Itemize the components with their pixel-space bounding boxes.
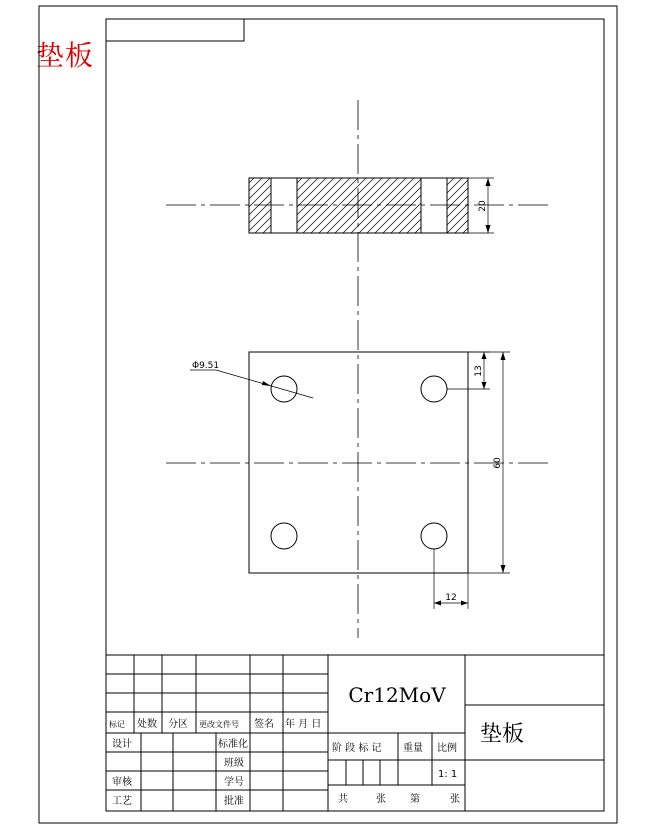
tb-stage-mark: 阶 段 标 记 xyxy=(332,743,382,754)
tb-sheet: 张 xyxy=(376,794,386,805)
material-label: Cr12MoV xyxy=(348,683,446,707)
dim-hole-offset-h: 12 xyxy=(445,593,457,603)
dim-hole-diameter: Φ9.51 xyxy=(192,361,220,371)
title-block-lines xyxy=(106,655,604,811)
hole-bottom-right xyxy=(421,523,447,549)
tb-count: 处数 xyxy=(137,719,157,730)
tb-class: 班级 xyxy=(224,758,244,769)
tb-standardize: 标准化 xyxy=(218,739,248,750)
tb-signature: 签名 xyxy=(254,719,274,730)
tb-process: 工艺 xyxy=(112,796,132,807)
tb-ratio: 比例 xyxy=(437,743,457,754)
dim-thickness: 20 xyxy=(478,200,488,212)
tb-date: 年 月 日 xyxy=(285,719,322,730)
tb-zone: 分区 xyxy=(168,719,188,730)
tb-mark: 标记 xyxy=(109,720,125,729)
part-name-label: 垫板 xyxy=(479,722,525,747)
tb-approve: 批准 xyxy=(224,796,244,807)
tb-scale: 1: 1 xyxy=(438,769,458,780)
tb-total: 共 xyxy=(338,794,348,805)
code-box xyxy=(106,19,244,41)
hole-bottom-left xyxy=(271,523,297,549)
dim-height: 60 xyxy=(493,457,503,469)
tb-change-doc: 更改文件号 xyxy=(199,720,239,729)
tb-sheet2: 张 xyxy=(450,794,460,805)
drawing-title: 垫板 xyxy=(36,39,95,72)
tb-review: 审核 xyxy=(112,777,132,788)
plan-view xyxy=(166,352,551,609)
dim-hole-offset-v: 13 xyxy=(474,365,484,377)
tb-student-no: 学号 xyxy=(224,777,244,788)
tb-design: 设计 xyxy=(112,739,132,750)
hole-top-left xyxy=(271,376,297,402)
tb-no: 第 xyxy=(410,794,420,805)
tb-weight: 重量 xyxy=(403,743,423,754)
section-view xyxy=(166,178,551,233)
hole-top-right xyxy=(421,376,447,402)
